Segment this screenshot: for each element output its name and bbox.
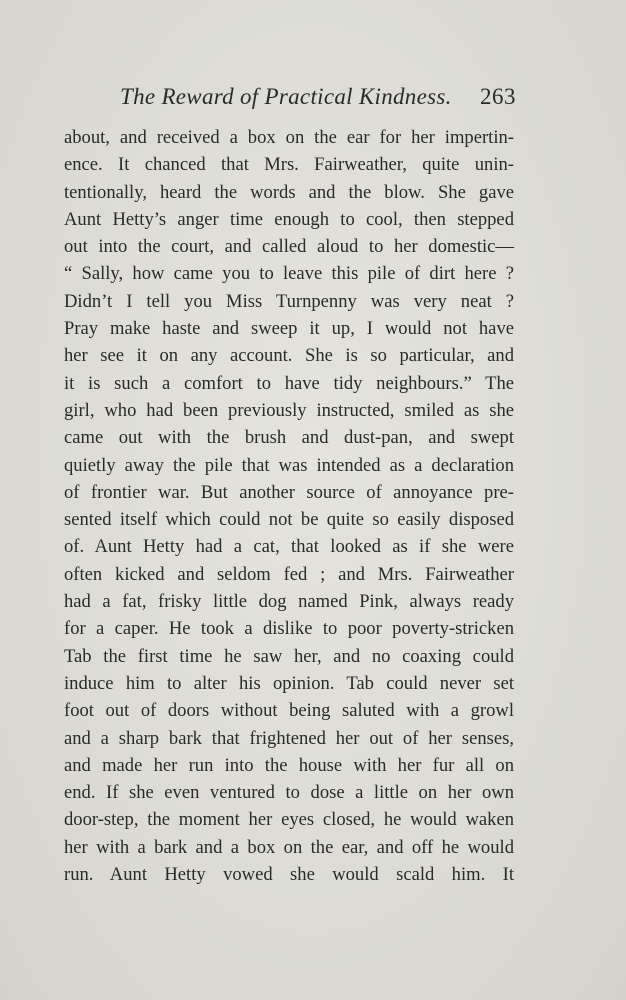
text-line: “ Sally, how came you to leave this pile of dirt here ? [64,263,514,285]
text-line: her see it on any account. She is so particular, and [64,345,514,367]
running-title: The Reward of Practical Kindness. [120,84,452,109]
text-line: Didn’t I tell you Miss Turnpenny was very neat ? [64,290,514,312]
body-text [64,124,514,888]
text-line: of. Aunt Hetty had a cat, that looked as if she were [64,536,514,558]
text-line: and a sharp bark that frightened her out of her senses, [64,727,514,749]
running-head [120,84,516,114]
text-line: Pray make haste and sweep it up, I would not have [64,318,514,340]
text-line: and made her run into the house with her fur all on [64,754,514,776]
text-line: often kicked and seldom fed ; and Mrs. Fairweather [64,563,514,585]
text-line: quietly away the pile that was intended as a declaration [64,454,514,476]
text-line: Tab the first time he saw her, and no coaxing could [64,645,514,667]
text-line: her with a bark and a box on the ear, and off he would [64,836,514,858]
text-line: of frontier war. But another source of annoyance pre- [64,481,514,503]
text-line: girl, who had been previously instructed, smiled as she [64,399,514,421]
text-line: run. Aunt Hetty vowed she would scald him. It [64,864,514,886]
text-line: came out with the brush and dust-pan, and swept [64,427,514,449]
text-line: tentionally, heard the words and the blow. She gave [64,181,514,203]
text-line: it is such a comfort to have tidy neighbours.” The [64,372,514,394]
text-line: ence. It chanced that Mrs. Fairweather, quite unin- [64,154,514,176]
page-number: 263 [480,84,516,109]
text-line: Aunt Hetty’s anger time enough to cool, then stepped [64,208,514,230]
text-line: about, and received a box on the ear for her impertin- [64,127,514,148]
text-line: for a caper. He took a dislike to poor poverty-stricken [64,618,514,640]
text-line: end. If she even ventured to dose a little on her own [64,782,514,804]
text-line: out into the court, and called aloud to her domestic— [64,236,514,258]
text-line: foot out of doors without being saluted with a growl [64,700,514,722]
text-line: door-step, the moment her eyes closed, he would waken [64,809,514,831]
text-line: induce him to alter his opinion. Tab could never set [64,672,514,694]
text-line: had a fat, frisky little dog named Pink, always ready [64,591,514,613]
text-line: sented itself which could not be quite so easily disposed [64,509,514,531]
